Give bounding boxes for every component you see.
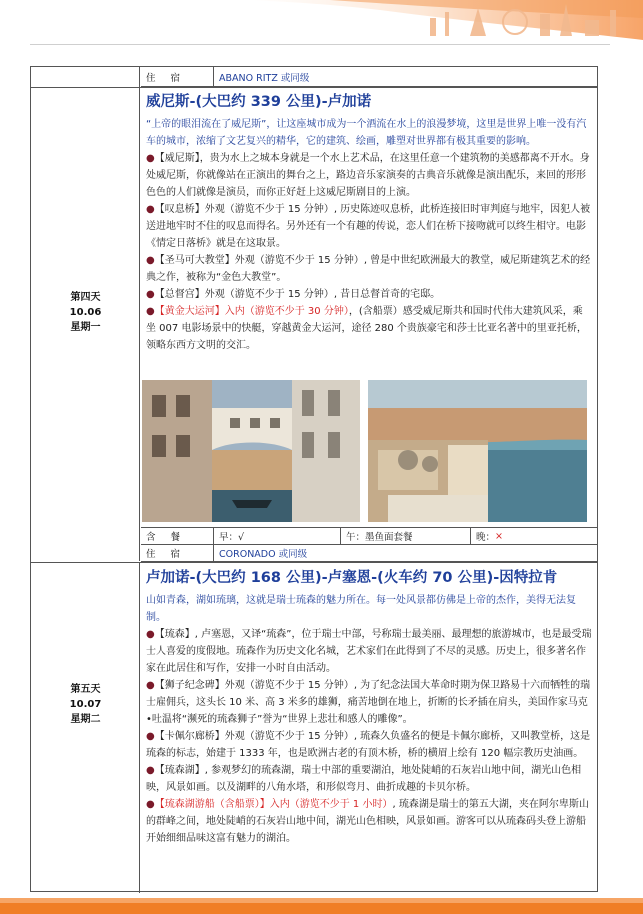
day-column-day5 (31, 562, 140, 893)
bullet-icon: ● (146, 799, 155, 810)
day4-content (141, 91, 598, 354)
paragraph (146, 677, 592, 728)
bullet-icon: ● (146, 153, 155, 164)
paragraph-text: 【狮子纪念碑】外观（游览不少于 15 分钟）, 为了纪念法国大革命时期为保卫路易十六而牺牲的瑞士雇佣兵，这头长 10 米、高 3 米多的雄狮，痛苦地倒在地上，折断的长矛插在肩头，美国作家马克•吐温将“濒死的琉森狮子”誉为“世界上悲壮和感人的雕像”。 (146, 680, 591, 725)
bullet-icon: ● (146, 629, 155, 640)
day-name: 第四天 (70, 292, 101, 303)
day-column-prev (31, 67, 140, 87)
paragraph-text: 【威尼斯】，贵为水上之城本身就是一个水上艺术品，在这里任意一个建筑物的美感都离不开水。身处威尼斯，你就像站在正演出的舞台之上，路边音乐家演奏的古典音乐就像是演出配乐，来回的形形色色的人们就像是演员，而你正好赶上这威尼斯剧目的上演。 (146, 153, 590, 198)
day-intro: 山如青森，湖如琉璃，这就是瑞士琉森的魅力所在。每一处风景都仿佛是上帝的杰作，美得无法复制。 (146, 595, 576, 623)
dinner-label: 晚： (476, 532, 496, 543)
paragraph (146, 286, 592, 303)
paragraph-text: 【叹息桥】外观（游览不少于 15 分钟）, 历史陈迹叹息桥，此桥连接旧时审判庭与地牢，因犯人被送进地牢时不住的叹息而得名。另外还有一个有趣的传说，恋人们在桥下接吻就可以终生相守。电影《情定日落桥》就是在这取景。 (146, 204, 591, 249)
bullet-icon: ● (146, 255, 155, 266)
day-column-day4 (31, 87, 140, 561)
bullet-icon: ● (146, 680, 155, 691)
st-marks-square-photo (368, 380, 587, 522)
stay-row (141, 545, 598, 562)
divider (31, 562, 598, 563)
paragraph (146, 201, 592, 252)
stay-label: 住 宿 (146, 72, 187, 84)
paragraph-text: 【琉森】, 卢塞恩，又译“琉森”，位于瑞士中部，号称瑞士最美丽、最理想的旅游城市，也是最受瑞士人喜爱的度假地。琉森作为历史文化名城，艺术家们在此得到了不尽的灵感。历史上，很多著名作家在此居住和写作，安排一小时自由活动。 (146, 629, 592, 674)
day-title: 威尼斯-(大巴约 339 公里)-卢加诺 (146, 94, 372, 110)
paragraph-text: 【琉森湖】, 参观梦幻的琉森湖，瑞士中部的重要湖泊，地处陡峭的石灰岩山地中间，湖光山色相映，风景如画。以及湖畔的八角水塔，和形似弯月、曲折成趣的卡贝尔桥。 (146, 765, 582, 793)
paragraph (146, 150, 592, 201)
stay-value: CORONADO 或同级 (219, 549, 308, 560)
highlight-text: 【黄金大运河】入内（游览不少于 30 分钟） (154, 306, 349, 317)
lunch-value: 午：墨鱼面套餐 (346, 532, 413, 543)
divider (31, 87, 598, 88)
bullet-icon: ● (146, 204, 155, 215)
meal-label: 含 餐 (146, 532, 187, 543)
day-date: 10.06 (69, 307, 102, 318)
footer-banner (0, 898, 643, 914)
itinerary-table (30, 66, 598, 892)
paragraph-text: 【圣马可大教堂】外观（游览不少于 15 分钟）, 曾是中世纪欧洲最大的教堂，威尼斯建筑艺术的经典之作，被称为“金色大教堂”。 (146, 255, 591, 283)
header-banner (0, 0, 643, 48)
day-name: 第五天 (70, 684, 101, 695)
paragraph (146, 796, 592, 847)
day-weekday: 星期二 (70, 714, 101, 725)
day5-content (141, 567, 598, 847)
paragraph-text: ，(含船票）感受威尼斯共和国时代伟大建筑风采，乘坐 007 电影场景中的快艇，穿越黄金大运河，途径 280 个贵族豪宅和莎士比亚名著中的里亚托桥，领略东西方文明的交汇。 (146, 306, 587, 351)
highlight-text: 【琉森湖游船（含船票）】入内（游览不少于 1 小时） (154, 799, 393, 810)
day-title: 卢加诺-(大巴约 168 公里)-卢塞恩-(火车约 70 公里)-因特拉肯 (146, 570, 558, 586)
paragraph-text: , 琉森湖是瑞士的第五大湖，夹在阿尔卑斯山的群峰之间，地处陡峭的石灰岩山地中间，湖光山色相映，风景如画。游客可以从琉森码头登上游船开始细细品味这富有魅力的湖泊。 (146, 799, 589, 844)
bullet-icon: ● (146, 289, 155, 300)
prev-stay-row (141, 67, 598, 87)
skyline-decoration (0, 0, 643, 48)
day-intro: “上帝的眼泪流在了威尼斯”，让这座城市成为一个酒流在水上的浪漫梦境，这里是世界上唯一没有汽车的城市，浓缩了文艺复兴的精华，它的建筑、绘画，雕塑对世界都有极其重要的影响。 (146, 119, 587, 147)
paragraph (146, 626, 592, 677)
paragraph (146, 252, 592, 286)
day-weekday: 星期一 (70, 322, 101, 333)
dinner-mark: × (495, 530, 503, 542)
paragraph (146, 728, 592, 762)
meals-row (141, 527, 598, 545)
day-date: 10.07 (69, 699, 102, 710)
stay-value: ABANO RITZ 或同级 (219, 72, 310, 84)
paragraph (146, 762, 592, 796)
header-rule (30, 44, 610, 45)
bullet-icon: ● (146, 731, 155, 742)
bullet-icon: ● (146, 306, 155, 317)
breakfast-value: 早：√ (219, 532, 245, 543)
bridge-of-sighs-photo (142, 380, 360, 522)
paragraph (146, 303, 592, 354)
stay-label: 住 宿 (146, 549, 187, 560)
bullet-icon: ● (146, 765, 155, 776)
paragraph-text: 【卡佩尔廊桥】外观（游览不少于 15 分钟）, 琉森久负盛名的便是卡佩尔廊桥，又叫教堂桥，这是琉森的标志，始建于 1333 年，也是欧洲古老的有顶木桥，桥的横眉上绘有 120 幅宗教历史油画。 (146, 731, 591, 759)
paragraph-text: 【总督宫】外观（游览不少于 15 分钟）, 昔日总督首奇的宅邸。 (154, 289, 441, 300)
